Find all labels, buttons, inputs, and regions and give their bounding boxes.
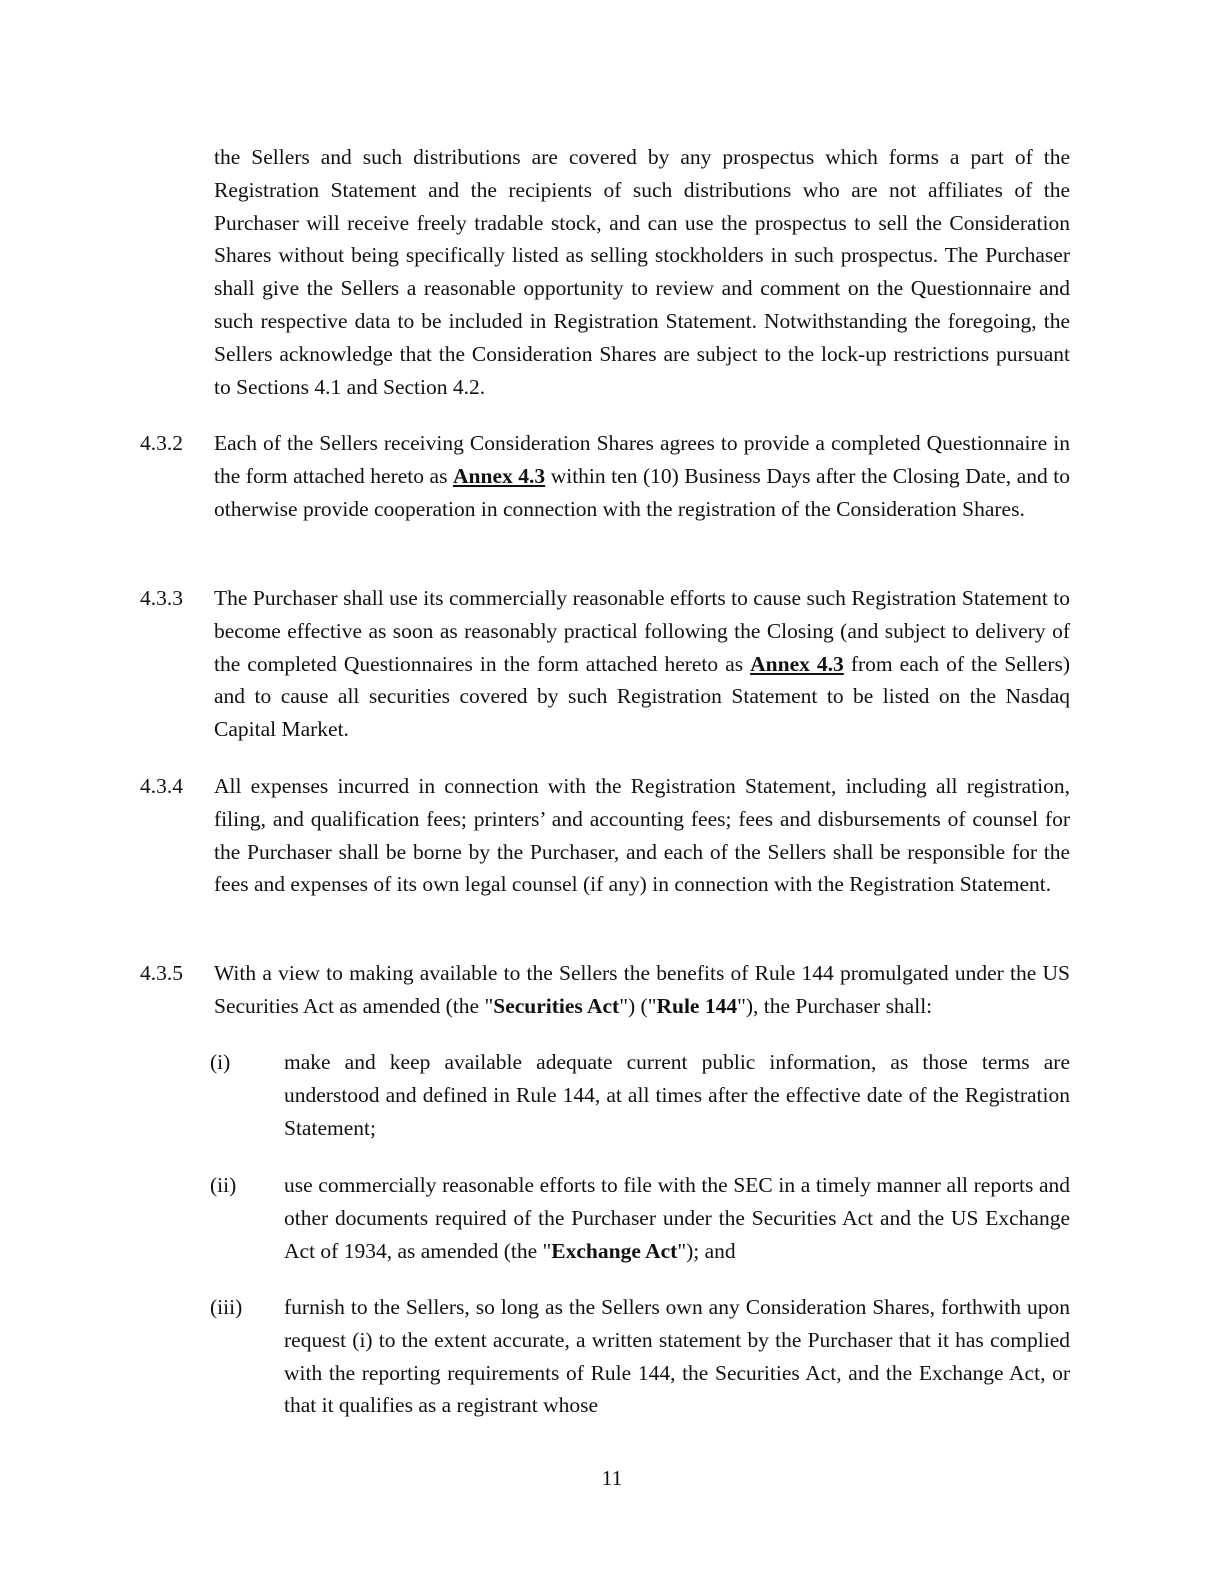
annex-reference: Annex 4.3	[453, 463, 546, 488]
subclause-text: furnish to the Sellers, so long as the Sellers own any Consideration Shares, forthwith upon request (i) to the extent accurate, a written statement by the Purchaser that it has complied with the reporting requirements of Rule 144, the Securities Act, and the Exchange Act, or that it qualifies as a registrant whose	[284, 1295, 1070, 1418]
continuation-paragraph: the Sellers and such distributions are covered by any prospectus which forms a part of the Registration Statement and the recipients of such distributions who are not affiliates of the Purchaser will receive freely tradable stock, and can use the prospectus to sell the Consideration Shares without being specifically listed as selling stockholders in such prospectus. The Purchaser shall give the Sellers a reasonable opportunity to review and comment on the Questionnaire and such respective data to be included in Registration Statement. Notwithstanding the foregoing, the Sellers acknowledge that the Consideration Shares are subject to the lock-up restrictions pursuant to Sections 4.1 and Section 4.2.	[214, 145, 1070, 399]
subclause-ii	[210, 1169, 1070, 1267]
page-number: 11	[601, 1466, 623, 1490]
clause-number: 4.3.4	[140, 774, 183, 798]
defined-term: Exchange Act	[551, 1238, 678, 1263]
defined-term: Securities Act	[493, 993, 620, 1018]
subclause-iii	[210, 1291, 1070, 1422]
subclause-number: (iii)	[210, 1295, 243, 1319]
clause-number: 4.3.3	[140, 586, 183, 610]
clause-4-3-4	[140, 770, 1070, 901]
clause-text: With a view to making available to the Sellers the benefits of Rule 144 promulgated under the US Securities Act as amended (the "Securities Act") ("Rule 144"), the Purchaser shall:	[214, 961, 1070, 1018]
subclause-i	[210, 1046, 1070, 1144]
subclause-text: make and keep available adequate current public information, as those terms are understood and defined in Rule 144, at all times after the effective date of the Registration Statement;	[284, 1050, 1070, 1140]
clause-number: 4.3.2	[140, 431, 183, 455]
clause-4-3-5	[140, 957, 1070, 1023]
clause-4-3-3	[140, 582, 1070, 746]
annex-reference: Annex 4.3	[750, 651, 844, 676]
defined-term: Rule 144	[656, 993, 738, 1018]
clause-text: Each of the Sellers receiving Consideration Shares agrees to provide a completed Questionnaire in the form attached hereto as Annex 4.3 within ten (10) Business Days after the Closing Date, and to otherwise provide cooperation in connection with the registration of the Consideration Shares.	[214, 431, 1071, 521]
subclause-text: use commercially reasonable efforts to file with the SEC in a timely manner all reports and other documents required of the Purchaser under the Securities Act and the US Exchange Act of 1934, as amended (the "Exchange Act"); and	[284, 1173, 1070, 1263]
subclause-number: (ii)	[210, 1173, 237, 1197]
clause-text: The Purchaser shall use its commercially reasonable efforts to cause such Registration Statement to become effective as soon as reasonably practical following the Closing (and subject to delivery of the completed Questionnaires in the form attached hereto as Annex 4.3 from each of the Sellers) and to cause all securities covered by such Registration Statement to be listed on the Nasdaq Capital Market.	[214, 586, 1071, 742]
clause-4-3-2	[140, 427, 1070, 525]
clause-number: 4.3.5	[140, 961, 183, 985]
clause-text: All expenses incurred in connection with the Registration Statement, including all registration, filing, and qualification fees; printers’ and accounting fees; fees and disbursements of counsel for the Purchaser shall be borne by the Purchaser, and each of the Sellers shall be responsible for the fees and expenses of its own legal counsel (if any) in connection with the Registration Statement.	[214, 774, 1070, 897]
subclause-number: (i)	[210, 1050, 231, 1074]
